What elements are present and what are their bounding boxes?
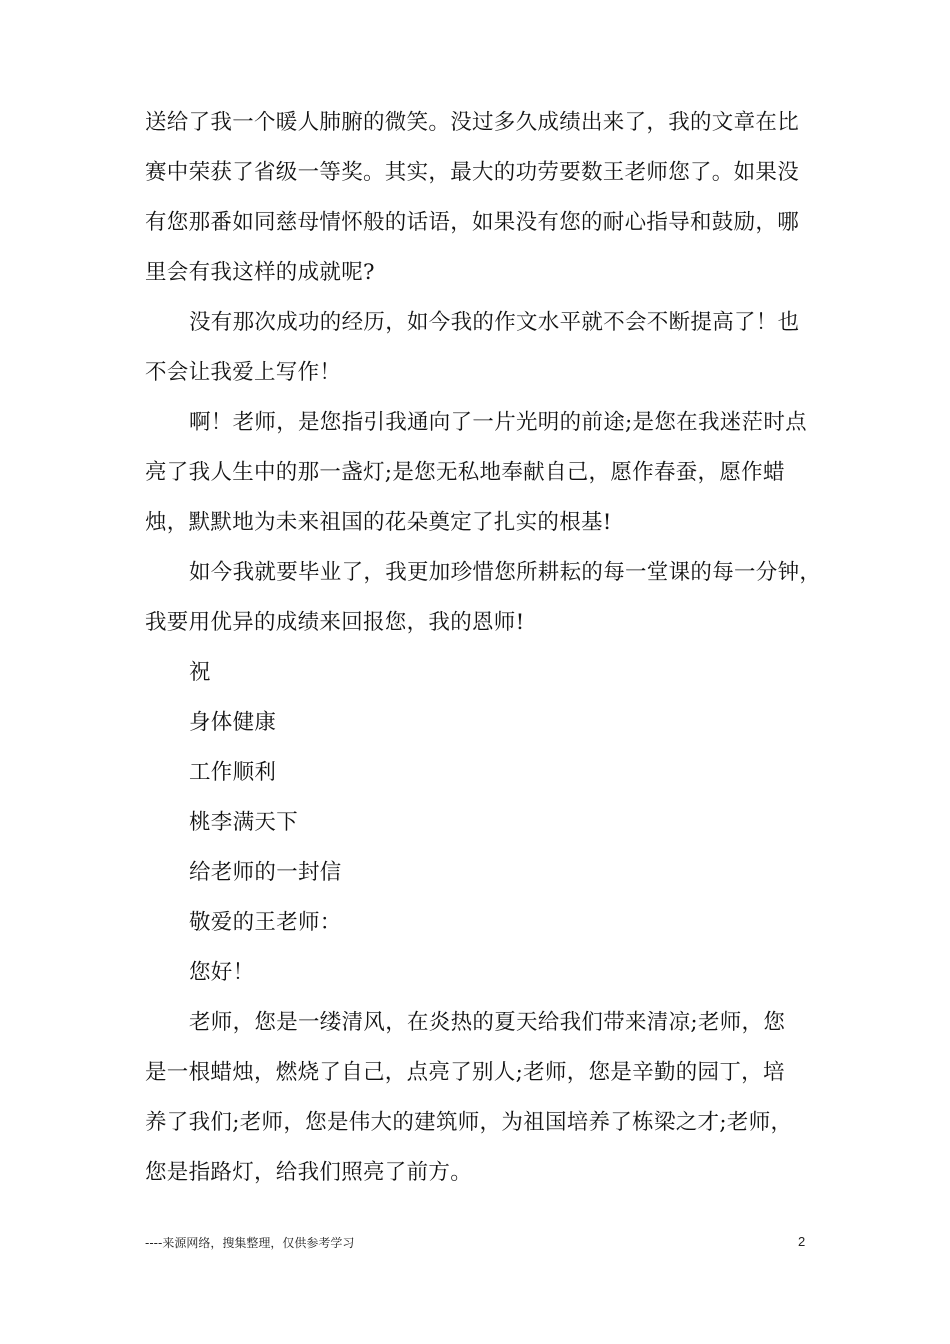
letter-body [145,98,822,1198]
text-line: 如今我就要毕业了，我更加珍惜您所耕耘的每一堂课的每一分钟， [189,560,822,585]
text-line: 您好！ [189,960,255,985]
text-line: 亮了我人生中的那一盏灯;是您无私地奉献自己，愿作春蚕，愿作蜡 [145,460,785,485]
text-line: 您是指路灯，给我们照亮了前方。 [145,1160,473,1185]
text-line: 有您那番如同慈母情怀般的话语，如果没有您的耐心指导和鼓励，哪 [145,210,800,235]
page-number: 2 [798,1234,806,1249]
text-line: 是一根蜡烛，燃烧了自己，点亮了别人;老师，您是辛勤的园丁，培 [145,1060,785,1085]
text-line: 给老师的一封信 [189,860,342,885]
text-line: 里会有我这样的成就呢? [145,260,375,285]
text-line: 工作顺利 [189,760,277,785]
text-line: 没有那次成功的经历，如今我的作文水平就不会不断提高了！也 [189,310,800,335]
text-line: 养了我们;老师，您是伟大的建筑师，为祖国培养了栋梁之才;老师， [145,1110,793,1135]
text-line: 啊！老师，是您指引我通向了一片光明的前途;是您在我迷茫时点 [189,410,807,435]
text-line: 我要用优异的成绩来回报您，我的恩师! [145,610,525,635]
text-line: 身体健康 [189,710,277,735]
text-line: 烛，默默地为未来祖国的花朵奠定了扎实的根基! [145,510,612,535]
text-line: 敬爱的王老师： [189,910,342,935]
text-line: 桃李满天下 [189,810,299,835]
text-line: 送给了我一个暖人肺腑的微笑。没过多久成绩出来了，我的文章在比 [145,110,800,135]
text-line: 老师，您是一缕清风，在炎热的夏天给我们带来清凉;老师，您 [189,1010,786,1035]
text-line: 祝 [189,660,211,685]
footer-source-note: ----来源网络，搜集整理，仅供参考学习 [145,1236,355,1250]
text-line: 赛中荣获了省级一等奖。其实，最大的功劳要数王老师您了。如果没 [145,160,800,185]
text-line: 不会让我爱上写作！ [145,360,342,385]
